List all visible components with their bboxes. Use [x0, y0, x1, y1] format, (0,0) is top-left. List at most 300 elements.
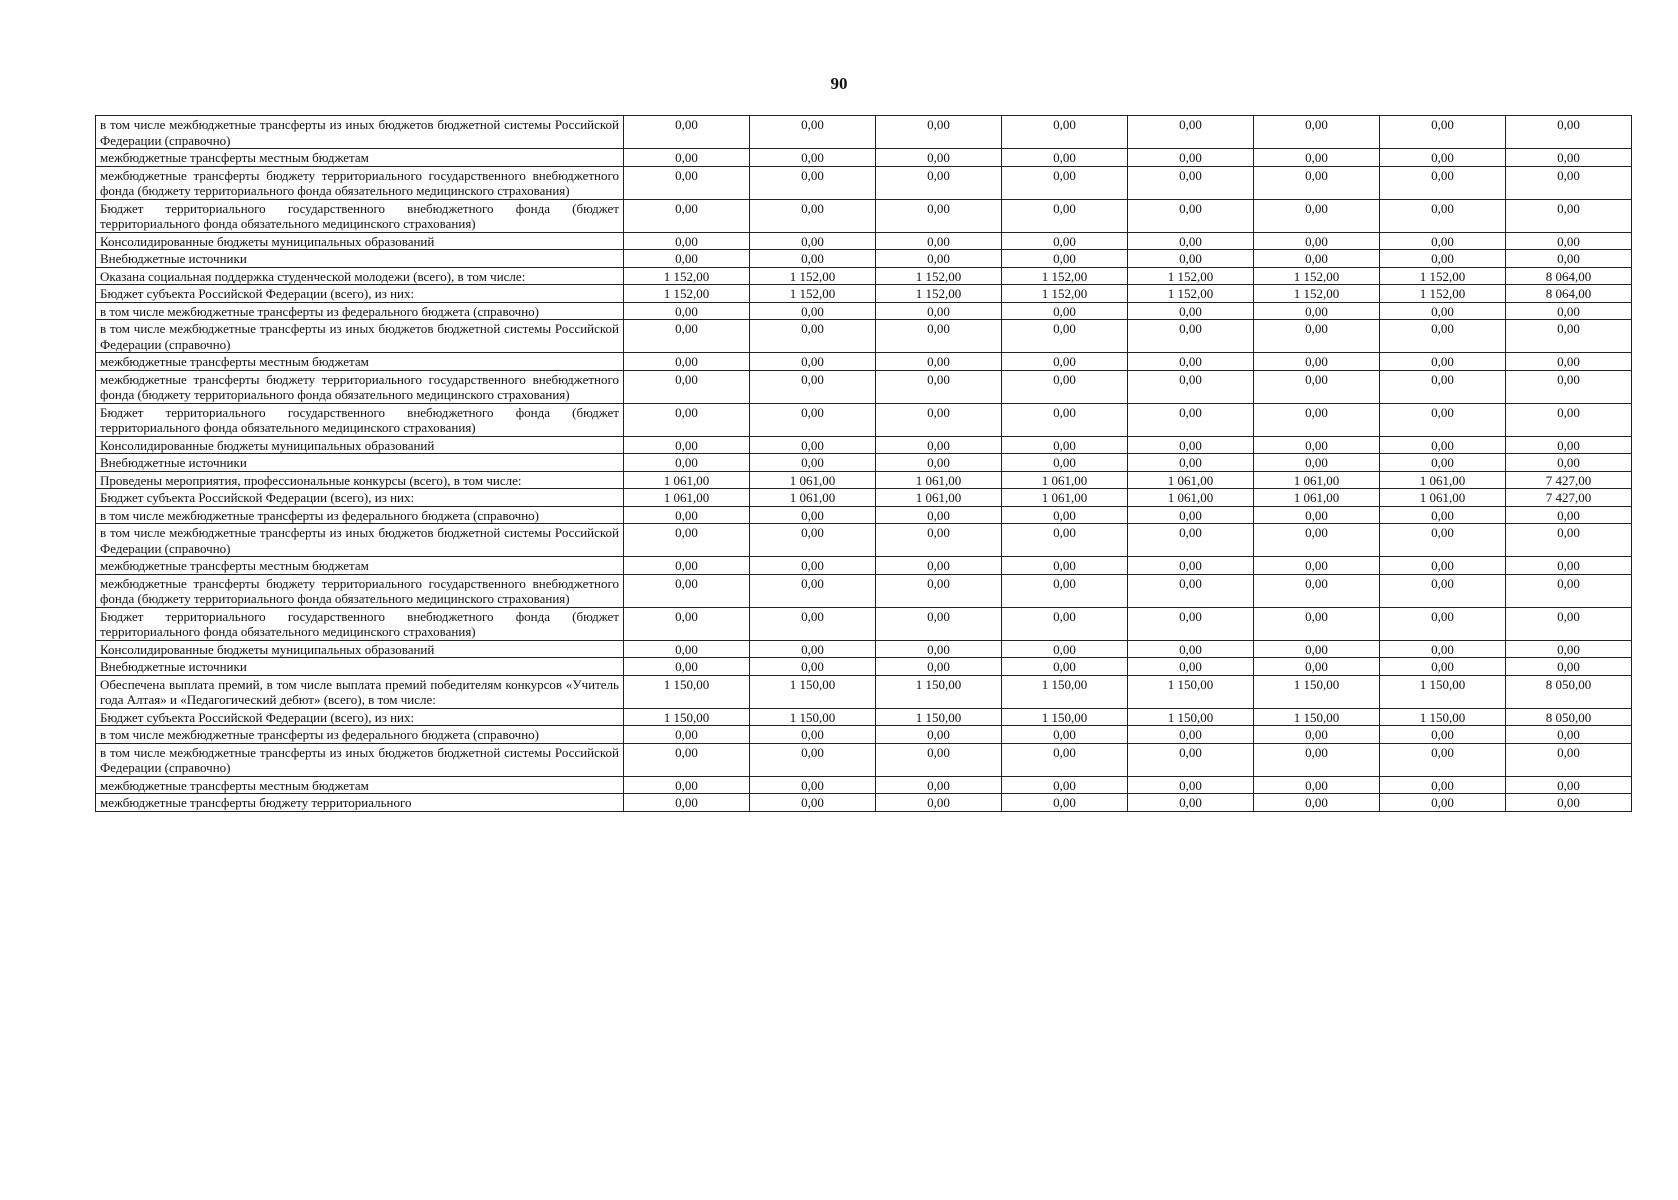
value-cell: 0,00 — [1506, 166, 1632, 199]
table-row — [96, 794, 1632, 812]
row-label: в том числе межбюджетные трансферты из федерального бюджета (справочно) — [96, 506, 624, 524]
value-cell: 0,00 — [1380, 557, 1506, 575]
value-cell: 0,00 — [1380, 726, 1506, 744]
row-label: межбюджетные трансферты местным бюджетам — [96, 353, 624, 371]
value-cell: 1 152,00 — [1254, 285, 1380, 303]
value-cell: 0,00 — [750, 794, 876, 812]
value-cell: 0,00 — [1254, 557, 1380, 575]
value-cell: 1 152,00 — [750, 267, 876, 285]
value-cell: 0,00 — [1002, 403, 1128, 436]
value-cell: 0,00 — [1380, 320, 1506, 353]
value-cell: 0,00 — [624, 640, 750, 658]
value-cell: 0,00 — [624, 794, 750, 812]
value-cell: 0,00 — [1128, 370, 1254, 403]
value-cell: 1 061,00 — [1128, 471, 1254, 489]
value-cell: 0,00 — [750, 743, 876, 776]
value-cell: 0,00 — [624, 557, 750, 575]
value-cell: 1 152,00 — [1380, 285, 1506, 303]
value-cell: 1 152,00 — [1002, 267, 1128, 285]
value-cell: 0,00 — [876, 524, 1002, 557]
value-cell: 1 152,00 — [1380, 267, 1506, 285]
value-cell: 0,00 — [876, 149, 1002, 167]
row-label: межбюджетные трансферты местным бюджетам — [96, 776, 624, 794]
value-cell: 0,00 — [1380, 454, 1506, 472]
value-cell: 0,00 — [1506, 199, 1632, 232]
row-label: Консолидированные бюджеты муниципальных образований — [96, 436, 624, 454]
table-body — [96, 116, 1632, 812]
value-cell: 0,00 — [624, 403, 750, 436]
value-cell: 0,00 — [1002, 726, 1128, 744]
value-cell: 1 061,00 — [624, 471, 750, 489]
row-label: Консолидированные бюджеты муниципальных образований — [96, 640, 624, 658]
value-cell: 0,00 — [1506, 658, 1632, 676]
value-cell: 1 150,00 — [624, 708, 750, 726]
value-cell: 0,00 — [624, 726, 750, 744]
value-cell: 1 150,00 — [1254, 708, 1380, 726]
table-row — [96, 708, 1632, 726]
value-cell: 0,00 — [1380, 794, 1506, 812]
value-cell: 0,00 — [1380, 658, 1506, 676]
value-cell: 0,00 — [1254, 658, 1380, 676]
row-label: Проведены мероприятия, профессиональные конкурсы (всего), в том числе: — [96, 471, 624, 489]
value-cell: 0,00 — [1128, 640, 1254, 658]
value-cell: 0,00 — [1254, 436, 1380, 454]
value-cell: 0,00 — [750, 658, 876, 676]
table-row — [96, 116, 1632, 149]
value-cell: 0,00 — [750, 353, 876, 371]
value-cell: 0,00 — [624, 232, 750, 250]
budget-table — [95, 115, 1632, 812]
row-label: Консолидированные бюджеты муниципальных образований — [96, 232, 624, 250]
value-cell: 0,00 — [750, 574, 876, 607]
value-cell: 0,00 — [876, 794, 1002, 812]
value-cell: 0,00 — [1128, 454, 1254, 472]
value-cell: 0,00 — [1002, 776, 1128, 794]
value-cell: 0,00 — [750, 320, 876, 353]
value-cell: 0,00 — [1380, 149, 1506, 167]
value-cell: 0,00 — [876, 320, 1002, 353]
table-row — [96, 607, 1632, 640]
table-row — [96, 776, 1632, 794]
value-cell: 0,00 — [1128, 199, 1254, 232]
value-cell: 0,00 — [876, 116, 1002, 149]
table-row — [96, 658, 1632, 676]
table-row — [96, 506, 1632, 524]
value-cell: 0,00 — [1128, 436, 1254, 454]
value-cell: 0,00 — [1254, 506, 1380, 524]
value-cell: 0,00 — [1506, 574, 1632, 607]
table-row — [96, 285, 1632, 303]
value-cell: 0,00 — [1254, 403, 1380, 436]
value-cell: 1 150,00 — [1128, 675, 1254, 708]
value-cell: 0,00 — [876, 557, 1002, 575]
value-cell: 0,00 — [1506, 640, 1632, 658]
table-row — [96, 250, 1632, 268]
value-cell: 0,00 — [876, 199, 1002, 232]
value-cell: 0,00 — [624, 436, 750, 454]
value-cell: 0,00 — [624, 658, 750, 676]
value-cell: 0,00 — [750, 199, 876, 232]
value-cell: 7 427,00 — [1506, 489, 1632, 507]
value-cell: 0,00 — [876, 302, 1002, 320]
value-cell: 0,00 — [1506, 232, 1632, 250]
table-row — [96, 743, 1632, 776]
value-cell: 0,00 — [1506, 794, 1632, 812]
value-cell: 0,00 — [1002, 370, 1128, 403]
row-label: межбюджетные трансферты бюджету территориального государственного внебюджетного фонда (бюджету территориального фонда обязательного медицинского страхования) — [96, 166, 624, 199]
table-row — [96, 489, 1632, 507]
row-label: в том числе межбюджетные трансферты из федерального бюджета (справочно) — [96, 726, 624, 744]
value-cell: 0,00 — [1506, 353, 1632, 371]
value-cell: 0,00 — [1002, 743, 1128, 776]
table-row — [96, 353, 1632, 371]
value-cell: 0,00 — [1506, 557, 1632, 575]
value-cell: 0,00 — [624, 506, 750, 524]
value-cell: 0,00 — [624, 166, 750, 199]
value-cell: 0,00 — [624, 607, 750, 640]
value-cell: 0,00 — [1254, 116, 1380, 149]
value-cell: 0,00 — [1380, 776, 1506, 794]
value-cell: 0,00 — [1002, 320, 1128, 353]
value-cell: 0,00 — [1002, 116, 1128, 149]
row-label: Внебюджетные источники — [96, 658, 624, 676]
value-cell: 1 150,00 — [1002, 708, 1128, 726]
value-cell: 0,00 — [624, 524, 750, 557]
value-cell: 0,00 — [750, 506, 876, 524]
value-cell: 1 061,00 — [750, 471, 876, 489]
row-label: межбюджетные трансферты бюджету территориального — [96, 794, 624, 812]
value-cell: 0,00 — [624, 320, 750, 353]
value-cell: 1 150,00 — [1380, 708, 1506, 726]
value-cell: 0,00 — [876, 658, 1002, 676]
row-label: в том числе межбюджетные трансферты из иных бюджетов бюджетной системы Российской Федерации (справочно) — [96, 743, 624, 776]
table-row — [96, 675, 1632, 708]
table-row — [96, 436, 1632, 454]
value-cell: 1 150,00 — [750, 675, 876, 708]
value-cell: 0,00 — [1002, 794, 1128, 812]
value-cell: 0,00 — [1506, 454, 1632, 472]
value-cell: 0,00 — [876, 574, 1002, 607]
value-cell: 0,00 — [1254, 454, 1380, 472]
value-cell: 0,00 — [1380, 640, 1506, 658]
value-cell: 0,00 — [750, 524, 876, 557]
value-cell: 0,00 — [1128, 403, 1254, 436]
value-cell: 1 150,00 — [624, 675, 750, 708]
value-cell: 0,00 — [624, 302, 750, 320]
value-cell: 1 061,00 — [1254, 489, 1380, 507]
value-cell: 0,00 — [1254, 743, 1380, 776]
value-cell: 0,00 — [1002, 658, 1128, 676]
value-cell: 0,00 — [750, 149, 876, 167]
value-cell: 0,00 — [624, 353, 750, 371]
value-cell: 0,00 — [1128, 743, 1254, 776]
value-cell: 0,00 — [1002, 302, 1128, 320]
value-cell: 1 152,00 — [876, 267, 1002, 285]
value-cell: 0,00 — [1128, 524, 1254, 557]
value-cell: 0,00 — [1128, 776, 1254, 794]
value-cell: 0,00 — [1128, 302, 1254, 320]
value-cell: 0,00 — [1506, 370, 1632, 403]
value-cell: 1 150,00 — [876, 708, 1002, 726]
value-cell: 0,00 — [1128, 116, 1254, 149]
row-label: Внебюджетные источники — [96, 454, 624, 472]
row-label: в том числе межбюджетные трансферты из федерального бюджета (справочно) — [96, 302, 624, 320]
row-label: Внебюджетные источники — [96, 250, 624, 268]
value-cell: 0,00 — [624, 370, 750, 403]
value-cell: 1 152,00 — [750, 285, 876, 303]
value-cell: 0,00 — [1506, 506, 1632, 524]
table-row — [96, 524, 1632, 557]
value-cell: 0,00 — [1002, 250, 1128, 268]
value-cell: 0,00 — [1380, 116, 1506, 149]
row-label: Оказана социальная поддержка студенческой молодежи (всего), в том числе: — [96, 267, 624, 285]
value-cell: 0,00 — [876, 232, 1002, 250]
value-cell: 0,00 — [750, 403, 876, 436]
row-label: межбюджетные трансферты местным бюджетам — [96, 557, 624, 575]
value-cell: 0,00 — [1254, 353, 1380, 371]
value-cell: 0,00 — [1128, 353, 1254, 371]
value-cell: 0,00 — [1128, 794, 1254, 812]
value-cell: 0,00 — [1254, 776, 1380, 794]
value-cell: 0,00 — [1254, 794, 1380, 812]
value-cell: 1 152,00 — [1128, 285, 1254, 303]
value-cell: 0,00 — [1506, 776, 1632, 794]
value-cell: 1 150,00 — [1128, 708, 1254, 726]
value-cell: 0,00 — [624, 149, 750, 167]
table-row — [96, 370, 1632, 403]
value-cell: 0,00 — [1254, 574, 1380, 607]
value-cell: 7 427,00 — [1506, 471, 1632, 489]
value-cell: 0,00 — [1002, 149, 1128, 167]
value-cell: 1 061,00 — [876, 471, 1002, 489]
row-label: Бюджет территориального государственного внебюджетного фонда (бюджет территориального фонда обязательного медицинского страхования) — [96, 403, 624, 436]
value-cell: 1 152,00 — [624, 285, 750, 303]
table-row — [96, 302, 1632, 320]
value-cell: 1 152,00 — [1002, 285, 1128, 303]
value-cell: 8 050,00 — [1506, 675, 1632, 708]
value-cell: 1 061,00 — [876, 489, 1002, 507]
value-cell: 0,00 — [1128, 166, 1254, 199]
value-cell: 0,00 — [876, 640, 1002, 658]
value-cell: 0,00 — [1254, 250, 1380, 268]
table-row — [96, 471, 1632, 489]
table-row — [96, 557, 1632, 575]
value-cell: 0,00 — [1506, 524, 1632, 557]
value-cell: 0,00 — [750, 302, 876, 320]
row-label: межбюджетные трансферты местным бюджетам — [96, 149, 624, 167]
value-cell: 0,00 — [876, 166, 1002, 199]
value-cell: 0,00 — [1506, 149, 1632, 167]
value-cell: 0,00 — [1002, 607, 1128, 640]
row-label: Бюджет субъекта Российской Федерации (всего), из них: — [96, 708, 624, 726]
value-cell: 0,00 — [624, 574, 750, 607]
value-cell: 0,00 — [750, 370, 876, 403]
value-cell: 0,00 — [1506, 743, 1632, 776]
value-cell: 0,00 — [1380, 199, 1506, 232]
value-cell: 0,00 — [1254, 607, 1380, 640]
value-cell: 0,00 — [876, 454, 1002, 472]
value-cell: 1 061,00 — [1380, 489, 1506, 507]
row-label: Обеспечена выплата премий, в том числе выплата премий победителям конкурсов «Учитель года Алтая» и «Педагогический дебют» (всего), в том числе: — [96, 675, 624, 708]
value-cell: 0,00 — [1254, 370, 1380, 403]
value-cell: 0,00 — [876, 776, 1002, 794]
table-row — [96, 726, 1632, 744]
value-cell: 0,00 — [1254, 232, 1380, 250]
value-cell: 0,00 — [1002, 557, 1128, 575]
value-cell: 0,00 — [750, 557, 876, 575]
value-cell: 0,00 — [1128, 149, 1254, 167]
value-cell: 1 061,00 — [1128, 489, 1254, 507]
value-cell: 1 150,00 — [1380, 675, 1506, 708]
table-row — [96, 454, 1632, 472]
value-cell: 0,00 — [1002, 166, 1128, 199]
value-cell: 0,00 — [750, 436, 876, 454]
value-cell: 1 150,00 — [1002, 675, 1128, 708]
value-cell: 0,00 — [1128, 232, 1254, 250]
value-cell: 0,00 — [1506, 320, 1632, 353]
value-cell: 0,00 — [624, 116, 750, 149]
value-cell: 1 061,00 — [750, 489, 876, 507]
value-cell: 0,00 — [876, 506, 1002, 524]
value-cell: 0,00 — [1506, 250, 1632, 268]
row-label: Бюджет территориального государственного внебюджетного фонда (бюджет территориального фонда обязательного медицинского страхования) — [96, 607, 624, 640]
value-cell: 0,00 — [1254, 149, 1380, 167]
value-cell: 0,00 — [750, 607, 876, 640]
value-cell: 0,00 — [876, 370, 1002, 403]
value-cell: 0,00 — [1128, 726, 1254, 744]
value-cell: 0,00 — [1506, 726, 1632, 744]
value-cell: 1 061,00 — [1002, 471, 1128, 489]
value-cell: 0,00 — [1254, 640, 1380, 658]
value-cell: 0,00 — [876, 436, 1002, 454]
value-cell: 0,00 — [1380, 403, 1506, 436]
row-label: межбюджетные трансферты бюджету территориального государственного внебюджетного фонда (бюджету территориального фонда обязательного медицинского страхования) — [96, 370, 624, 403]
value-cell: 0,00 — [750, 250, 876, 268]
value-cell: 0,00 — [750, 116, 876, 149]
value-cell: 0,00 — [1380, 232, 1506, 250]
value-cell: 0,00 — [1380, 370, 1506, 403]
value-cell: 1 150,00 — [876, 675, 1002, 708]
value-cell: 0,00 — [876, 743, 1002, 776]
value-cell: 8 064,00 — [1506, 267, 1632, 285]
row-label: Бюджет территориального государственного внебюджетного фонда (бюджет территориального фонда обязательного медицинского страхования) — [96, 199, 624, 232]
row-label: межбюджетные трансферты бюджету территориального государственного внебюджетного фонда (бюджету территориального фонда обязательного медицинского страхования) — [96, 574, 624, 607]
value-cell: 0,00 — [1380, 506, 1506, 524]
page-number: 90 — [830, 74, 848, 93]
value-cell: 0,00 — [1002, 232, 1128, 250]
value-cell: 0,00 — [1128, 506, 1254, 524]
value-cell: 0,00 — [876, 403, 1002, 436]
row-label: в том числе межбюджетные трансферты из иных бюджетов бюджетной системы Российской Федерации (справочно) — [96, 116, 624, 149]
value-cell: 1 152,00 — [1254, 267, 1380, 285]
row-label: Бюджет субъекта Российской Федерации (всего), из них: — [96, 489, 624, 507]
value-cell: 0,00 — [1380, 250, 1506, 268]
value-cell: 1 061,00 — [1002, 489, 1128, 507]
value-cell: 0,00 — [624, 454, 750, 472]
value-cell: 0,00 — [1128, 574, 1254, 607]
value-cell: 1 152,00 — [624, 267, 750, 285]
value-cell: 0,00 — [750, 166, 876, 199]
row-label: в том числе межбюджетные трансферты из иных бюджетов бюджетной системы Российской Федерации (справочно) — [96, 524, 624, 557]
value-cell: 1 152,00 — [876, 285, 1002, 303]
value-cell: 0,00 — [1380, 166, 1506, 199]
value-cell: 0,00 — [1002, 640, 1128, 658]
value-cell: 1 150,00 — [1254, 675, 1380, 708]
value-cell: 1 061,00 — [1380, 471, 1506, 489]
value-cell: 0,00 — [1254, 199, 1380, 232]
value-cell: 0,00 — [624, 743, 750, 776]
value-cell: 0,00 — [750, 726, 876, 744]
value-cell: 0,00 — [624, 776, 750, 794]
row-label: Бюджет субъекта Российской Федерации (всего), из них: — [96, 285, 624, 303]
value-cell: 0,00 — [750, 232, 876, 250]
value-cell: 0,00 — [876, 726, 1002, 744]
table-row — [96, 166, 1632, 199]
table-row — [96, 403, 1632, 436]
table-row — [96, 232, 1632, 250]
value-cell: 0,00 — [1380, 607, 1506, 640]
table-row — [96, 320, 1632, 353]
value-cell: 0,00 — [1254, 524, 1380, 557]
table-row — [96, 267, 1632, 285]
value-cell: 1 061,00 — [624, 489, 750, 507]
row-label: в том числе межбюджетные трансферты из иных бюджетов бюджетной системы Российской Федерации (справочно) — [96, 320, 624, 353]
value-cell: 0,00 — [1380, 302, 1506, 320]
value-cell: 0,00 — [1128, 607, 1254, 640]
value-cell: 0,00 — [1002, 574, 1128, 607]
value-cell: 0,00 — [876, 250, 1002, 268]
value-cell: 1 061,00 — [1254, 471, 1380, 489]
value-cell: 8 064,00 — [1506, 285, 1632, 303]
value-cell: 0,00 — [1380, 743, 1506, 776]
value-cell: 0,00 — [750, 640, 876, 658]
value-cell: 0,00 — [624, 199, 750, 232]
value-cell: 0,00 — [876, 607, 1002, 640]
value-cell: 0,00 — [624, 250, 750, 268]
value-cell: 0,00 — [1506, 302, 1632, 320]
value-cell: 8 050,00 — [1506, 708, 1632, 726]
value-cell: 0,00 — [1002, 436, 1128, 454]
value-cell: 0,00 — [1254, 166, 1380, 199]
table-row — [96, 199, 1632, 232]
value-cell: 0,00 — [1380, 524, 1506, 557]
value-cell: 0,00 — [1002, 199, 1128, 232]
value-cell: 0,00 — [1128, 320, 1254, 353]
value-cell: 1 152,00 — [1128, 267, 1254, 285]
table-row — [96, 640, 1632, 658]
value-cell: 0,00 — [876, 353, 1002, 371]
table-row — [96, 574, 1632, 607]
value-cell: 0,00 — [1002, 524, 1128, 557]
value-cell: 0,00 — [1254, 302, 1380, 320]
table-row — [96, 149, 1632, 167]
value-cell: 0,00 — [1002, 506, 1128, 524]
value-cell: 0,00 — [1380, 574, 1506, 607]
value-cell: 0,00 — [1380, 436, 1506, 454]
value-cell: 0,00 — [1128, 557, 1254, 575]
value-cell: 0,00 — [1128, 658, 1254, 676]
value-cell: 0,00 — [1506, 607, 1632, 640]
value-cell: 0,00 — [1254, 726, 1380, 744]
value-cell: 0,00 — [1128, 250, 1254, 268]
value-cell: 0,00 — [1506, 403, 1632, 436]
value-cell: 0,00 — [750, 454, 876, 472]
value-cell: 0,00 — [750, 776, 876, 794]
value-cell: 0,00 — [1380, 353, 1506, 371]
value-cell: 0,00 — [1002, 353, 1128, 371]
value-cell: 0,00 — [1506, 116, 1632, 149]
value-cell: 0,00 — [1254, 320, 1380, 353]
